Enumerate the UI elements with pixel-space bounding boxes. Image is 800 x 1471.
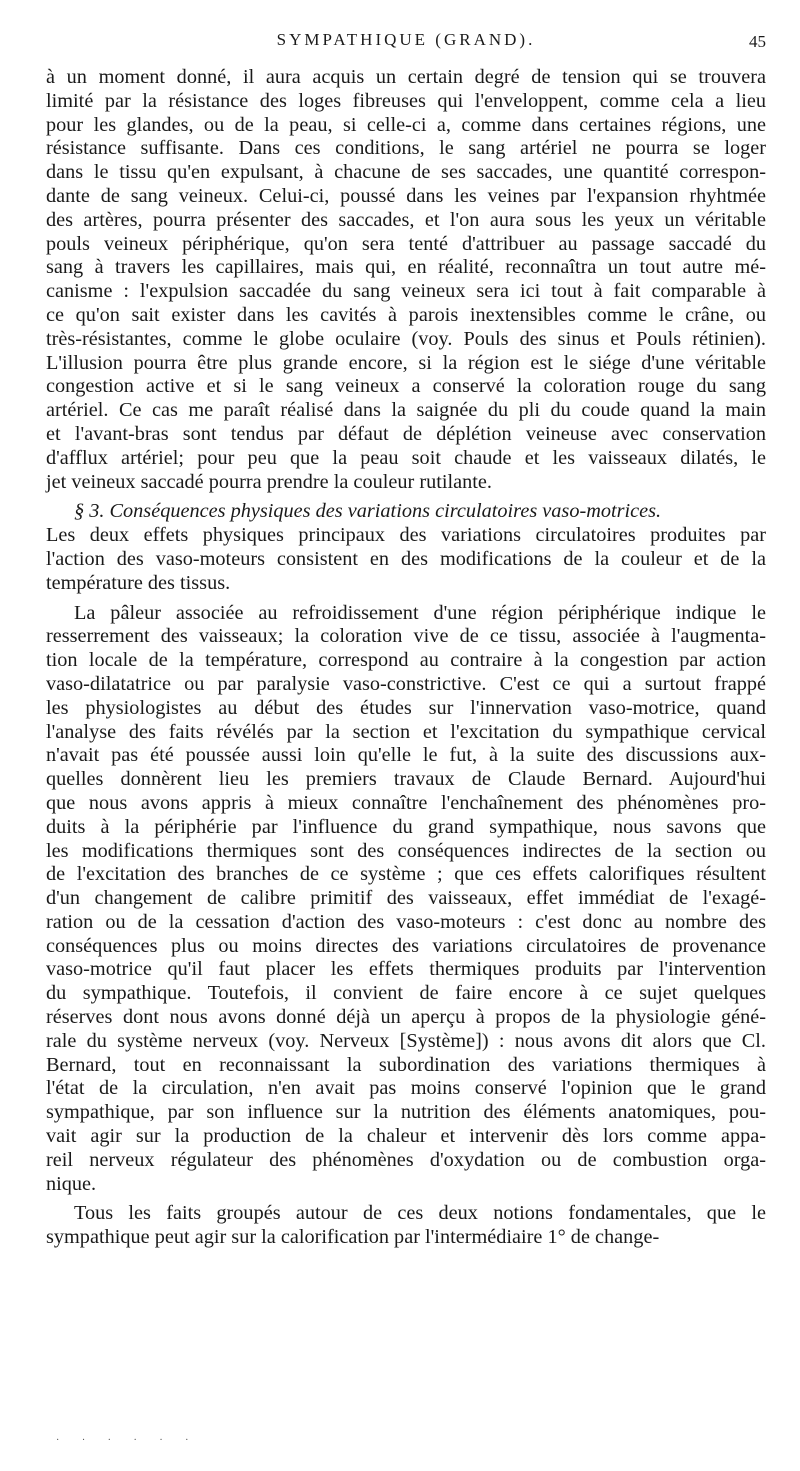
body-text — [46, 66, 766, 1250]
text-line: conséquences plus ou moins directes des variations circulatoires de provenance — [46, 934, 766, 957]
text-line: température des tissus. — [46, 571, 231, 594]
text-line: resserrement des vaisseaux; la coloration vive de ce tissu, associée à l'augmenta- — [46, 625, 766, 648]
text-line: réserves dont nous avons donné déjà un aperçu à propos de la physiologie géné- — [46, 1006, 766, 1029]
text-line: à un moment donné, il aura acquis un certain degré de tension qui se trouvera — [46, 66, 766, 88]
text-line: La pâleur associée au refroidissement d'une région périphérique indique le — [74, 601, 766, 624]
page-header — [46, 30, 766, 60]
text-line: de l'excitation des branches de ce système ; que ces effets calorifiques résultent — [46, 863, 766, 886]
text-line: d'un changement de calibre primitif des vaisseaux, effet immédiat de l'exagé- — [46, 887, 766, 910]
text-line: du sympathique. Toutefois, il convient de faire encore à ce sujet quelques — [46, 982, 766, 1005]
text-line: quelles donnèrent lieu les premiers travaux de Claude Bernard. Aujourd'hui — [46, 768, 766, 791]
text-line: rale du système nerveux (voy. Nerveux [Système]) : nous avons dit alors que Cl. — [46, 1029, 766, 1052]
document-page — [46, 30, 766, 1250]
text-line: pour les glandes, ou de la peau, si celle-ci a, comme dans certaines régions, une — [46, 113, 766, 136]
text-line: duits à la périphérie par l'influence du grand sympathique, nous savons que — [46, 815, 766, 838]
text-line: Tous les faits groupés autour de ces deux notions fondamentales, que le — [74, 1202, 766, 1225]
text-line: que nous avons appris à mieux connaître l'enchaînement des phénomènes pro- — [46, 791, 766, 814]
text-line: § 3. Conséquences physiques des variations circulatoires vaso-motrices. — [74, 500, 662, 523]
text-line: les physiologistes au début des études sur l'innervation vaso-motrice, quand — [46, 696, 766, 719]
text-line: très-résistantes, comme le globe oculaire (voy. Pouls des sinus et Pouls rétinien). — [46, 327, 766, 350]
text-line: Les deux effets physiques principaux des variations circulatoires produites par — [46, 524, 766, 547]
text-line: d'afflux artériel; pour peu que la peau soit chaude et les vaisseaux dilatés, le — [46, 446, 766, 469]
text-line: reil nerveux régulateur des phénomènes d'oxydation ou de combustion orga- — [46, 1148, 766, 1171]
text-line: sympathique, par son influence sur la nutrition des éléments anatomiques, pou- — [46, 1101, 766, 1124]
text-line: dante de sang veineux. Celui-ci, poussé dans les veines par l'expansion rhyhtmée — [46, 184, 766, 207]
page-number: 45 — [749, 32, 766, 51]
text-line: vaso-motrice qu'il faut placer les effets thermiques produits par l'intervention — [46, 958, 766, 981]
text-line: sang à travers les capillaires, mais qui, en réalité, reconnaîtra un tout autre mé- — [46, 256, 766, 279]
text-line: l'action des vaso-moteurs consistent en des modifications de la couleur et de la — [46, 547, 766, 570]
text-line: vait agir sur la production de la chaleur et intervenir dès lors comme appa- — [46, 1125, 766, 1148]
text-line: congestion active et si le sang veineux a conservé la coloration rouge du sang — [46, 375, 766, 398]
paragraph-p1 — [46, 66, 766, 494]
text-line: canisme : l'expulsion saccadée du sang veineux sera ici tout à fait comparable à — [46, 280, 766, 303]
text-line: artériel. Ce cas me paraît réalisé dans la saignée du pli du coude quand la main — [46, 399, 766, 422]
text-line: tion locale de la température, correspond au contraire à la congestion par action — [46, 649, 766, 672]
text-line: l'état de la circulation, n'en avait pas moins conservé l'opinion que le grand — [46, 1077, 766, 1100]
paragraph-p3 — [46, 602, 766, 1197]
text-line: et l'avant-bras sont tendus par défaut de déplétion veineuse avec conservation — [46, 422, 766, 445]
paragraph-p2 — [46, 500, 766, 595]
text-line: ration ou de la cessation d'action des vaso-moteurs : c'est donc au nombre des — [46, 910, 766, 933]
text-line: L'illusion pourra être plus grande encore, si la région est le siége d'une véritable — [46, 351, 766, 374]
text-line: résistance suffisante. Dans ces conditions, le sang artériel ne pourra se loger — [46, 137, 766, 160]
text-line: vaso-dilatatrice ou par paralysie vaso-constrictive. C'est ce qui a surtout frappé — [46, 672, 766, 695]
text-line: nique. — [46, 1172, 97, 1195]
text-line: ce qu'on sait exister dans les cavités à parois inextensibles comme le crâne, ou — [46, 303, 766, 326]
text-line: sympathique peut agir sur la calorification par l'intermédiaire 1° de change- — [46, 1226, 660, 1249]
text-line: l'analyse des faits révélés par la section et l'excitation du sympathique cervical — [46, 720, 766, 743]
text-line: pouls veineux périphérique, qu'on sera tenté d'attribuer au passage saccadé du — [46, 232, 766, 255]
text-line: des artères, pourra présenter des saccades, et l'on aura sous les yeux un véritable — [46, 208, 766, 231]
paragraph-p4 — [46, 1202, 766, 1250]
text-line: n'avait pas été poussée aussi loin qu'elle le fut, à la suite des discussions aux- — [46, 744, 766, 767]
text-line: dans le tissu qu'en expulsant, à chacune de ses saccades, une quantité correspon- — [46, 161, 766, 184]
scan-artifact-dots: · · · · · · — [56, 1435, 199, 1446]
text-line: jet veineux saccadé pourra prendre la couleur rutilante. — [46, 470, 492, 493]
text-line: limité par la résistance des loges fibreuses qui l'enveloppent, comme cela a lieu — [46, 89, 766, 112]
text-line: Bernard, tout en reconnaissant la subordination des variations thermiques à — [46, 1053, 766, 1076]
running-title: SYMPATHIQUE (GRAND). — [276, 30, 536, 49]
text-line: les modifications thermiques sont des conséquences indirectes de la section ou — [46, 839, 766, 862]
